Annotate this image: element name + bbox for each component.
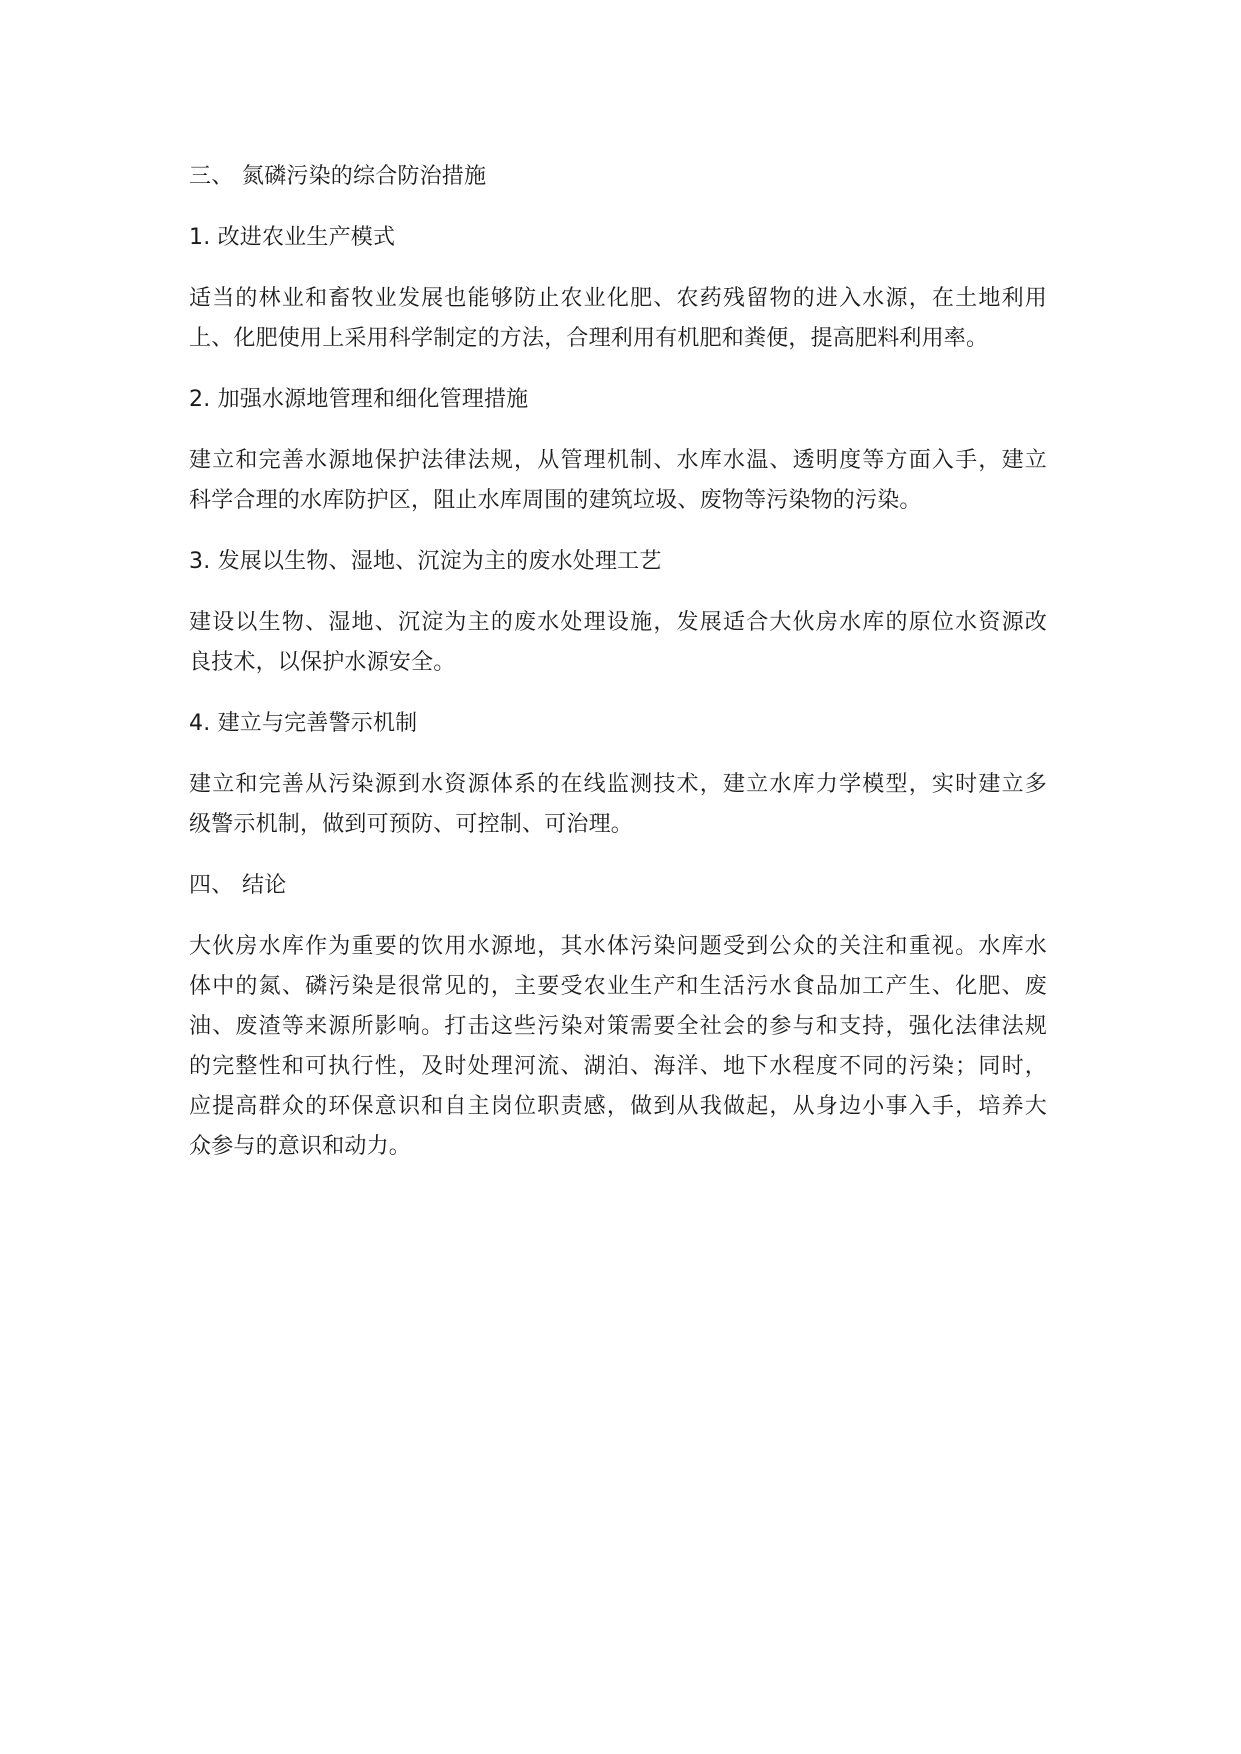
subheading-4: 4. 建立与完善警示机制 — [189, 711, 418, 736]
subheading-3: 3. 发展以生物、湿地、沉淀为主的废水处理工艺 — [189, 549, 662, 574]
section-number: 三、 — [189, 164, 234, 189]
paragraph-line: 良技术，以保护水源安全。 — [189, 650, 456, 675]
paragraph-line: 众参与的意识和动力。 — [189, 1134, 412, 1159]
paragraph-line: 大伙房水库作为重要的饮用水源地，其水体污染问题受到公众的关注和重视。水库水 — [189, 934, 1047, 959]
section-heading-3 — [189, 157, 1047, 197]
conclusion-paragraph — [189, 927, 1047, 1167]
paragraph-line: 的完整性和可执行性，及时处理河流、湖泊、海洋、地下水程度不同的污染；同时， — [189, 1054, 1047, 1079]
document-body — [189, 157, 1047, 1188]
paragraph-line: 级警示机制，做到可预防、可控制、可治理。 — [189, 812, 634, 837]
paragraph-line: 体中的氮、磷污染是很常见的，主要受农业生产和生活污水食品加工产生、化肥、废 — [189, 974, 1047, 999]
paragraph-1 — [189, 279, 1047, 359]
section-heading-4 — [189, 866, 1047, 906]
paragraph-line: 建设以生物、湿地、沉淀为主的废水处理设施，发展适合大伙房水库的原位水资源改 — [189, 610, 1047, 635]
paragraph-2 — [189, 441, 1047, 521]
paragraph-4 — [189, 765, 1047, 845]
paragraph-line: 建立和完善从污染源到水资源体系的在线监测技术，建立水库力学模型，实时建立多 — [189, 772, 1047, 797]
section-title: 结论 — [242, 873, 287, 898]
section-title: 氮磷污染的综合防治措施 — [242, 164, 487, 189]
paragraph-line: 适当的林业和畜牧业发展也能够防止农业化肥、农药残留物的进入水源，在土地利用 — [189, 286, 1047, 311]
paragraph-line: 科学合理的水库防护区，阻止水库周围的建筑垃圾、废物等污染物的污染。 — [189, 488, 922, 513]
section-number: 四、 — [189, 873, 234, 898]
paragraph-line: 应提高群众的环保意识和自主岗位职责感，做到从我做起，从身边小事入手，培养大 — [189, 1094, 1047, 1119]
paragraph-line: 建立和完善水源地保护法律法规，从管理机制、水库水温、透明度等方面入手，建立 — [189, 448, 1047, 473]
paragraph-3 — [189, 603, 1047, 683]
paragraph-line: 上、化肥使用上采用科学制定的方法，合理利用有机肥和粪便，提高肥料利用率。 — [189, 326, 989, 351]
paragraph-line: 油、废渣等来源所影响。打击这些污染对策需要全社会的参与和支持，强化法律法规 — [189, 1014, 1047, 1039]
subheading-2: 2. 加强水源地管理和细化管理措施 — [189, 387, 529, 412]
subheading-1: 1. 改进农业生产模式 — [189, 225, 396, 250]
